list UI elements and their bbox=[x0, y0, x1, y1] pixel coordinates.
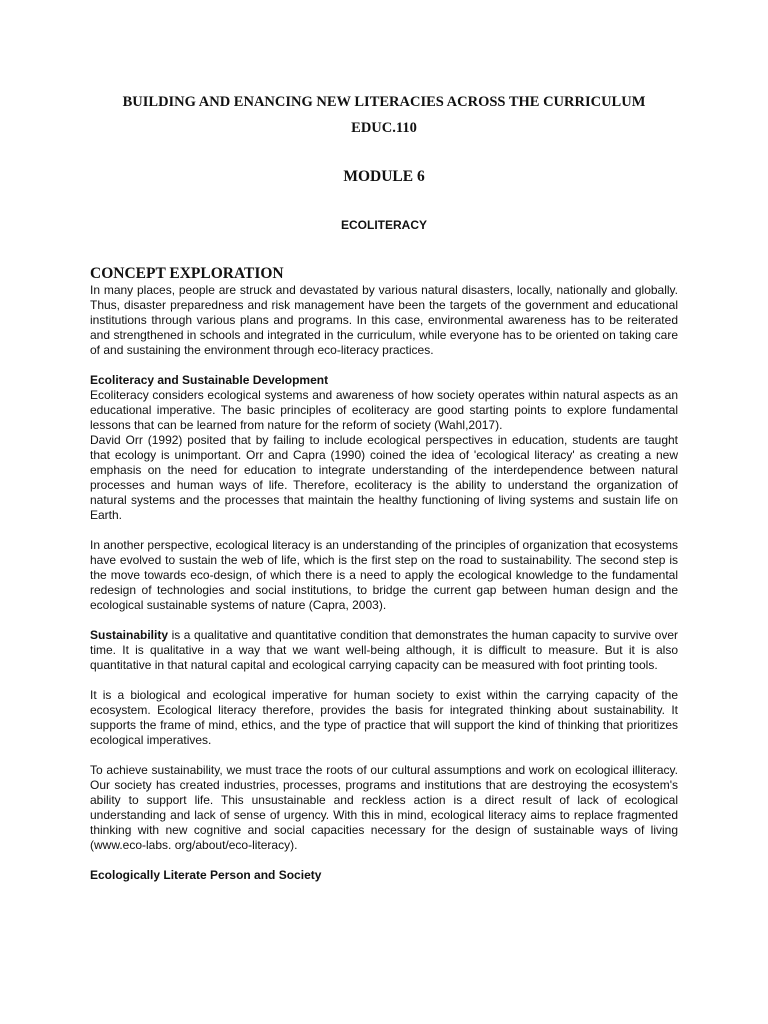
paragraph: To achieve sustainability, we must trace the roots of our cultural assumptions and work on ecological illiteracy. Our society has created industries, processes, programs and institutions that are destroying the ecosystem's ability to support life. This unsustainable and reckless action is a direct result of lack of ecological understanding and lack of sense of urgency. With this in mind, ecological literacy aims to replace fragmented thinking with new cognitive and social capacities necessary for the design of sustainable ways of living (www.eco-labs. org/about/eco-literacy). bbox=[90, 763, 678, 852]
document-title: BUILDING AND ENANCING NEW LITERACIES ACROSS THE CURRICULUM bbox=[122, 94, 646, 110]
paragraph: David Orr (1992) posited that by failing to include ecological perspectives in education, students are taught that ecology is unimportant. Orr and Capra (1990) coined the idea of 'ecological literacy' as creating a new emphasis on the need for education to integrate understanding of the interdependence between natural processes and human ways of life. Therefore, ecoliteracy is the ability to understand the organization of natural systems and the processes that maintain the healthy functioning of living systems and sustain life on Earth. bbox=[90, 433, 678, 522]
paragraph-text: is a qualitative and quantitative condition that demonstrates the human capacity to survive over time. It is qualitative in a way that we want well-being although, it is difficult to measure. But it is also quantitative in that natural capital and ecological carrying capacity can be measured with foot printing tools. bbox=[90, 628, 678, 672]
term-sustainability: Sustainability bbox=[90, 628, 169, 642]
section-heading-concept-exploration: CONCEPT EXPLORATION bbox=[90, 265, 284, 282]
paragraph-sustainability bbox=[90, 628, 678, 673]
course-code: EDUC.110 bbox=[351, 120, 417, 136]
subheading-ecologically-literate-person: Ecologically Literate Person and Society bbox=[90, 868, 322, 882]
module-number: MODULE 6 bbox=[343, 168, 425, 185]
paragraph: In many places, people are struck and devastated by various natural disasters, locally, nationally and globally. Thus, disaster preparedness and risk management have been the targets of the government and educational institutions through various plans and programs. In this case, environmental awareness has to be reiterated and strengthened in schools and integrated in the curriculum, while everyone has to be oriented on taking care of and sustaining the environment through eco-literacy practices. bbox=[90, 283, 678, 357]
paragraph: It is a biological and ecological imperative for human society to exist within the carrying capacity of the ecosystem. Ecological literacy therefore, provides the basis for integrated thinking about sustainability. It supports the frame of mind, ethics, and the type of practice that will support the kind of thinking that prioritizes ecological imperatives. bbox=[90, 688, 678, 747]
module-topic: ECOLITERACY bbox=[340, 218, 427, 232]
document-body bbox=[90, 264, 678, 883]
paragraph: Ecoliteracy considers ecological systems and awareness of how society operates within natural aspects as an educational imperative. The basic principles of ecoliteracy are good starting points to explore fundamental lessons that can be learned from nature for the reform of society (Wahl,2017). bbox=[90, 388, 678, 432]
paragraph: In another perspective, ecological literacy is an understanding of the principles of organization that ecosystems have evolved to sustain the web of life, which is the first step on the road to sustainability. The second step is the move towards eco-design, of which there is a need to apply the ecological knowledge to the fundamental redesign of technologies and social institutions, to bridge the current gap between human design and the ecological sustainable systems of nature (Capra, 2003). bbox=[90, 538, 678, 612]
subheading-ecoliteracy-sustainable-development: Ecoliteracy and Sustainable Development bbox=[90, 373, 329, 387]
